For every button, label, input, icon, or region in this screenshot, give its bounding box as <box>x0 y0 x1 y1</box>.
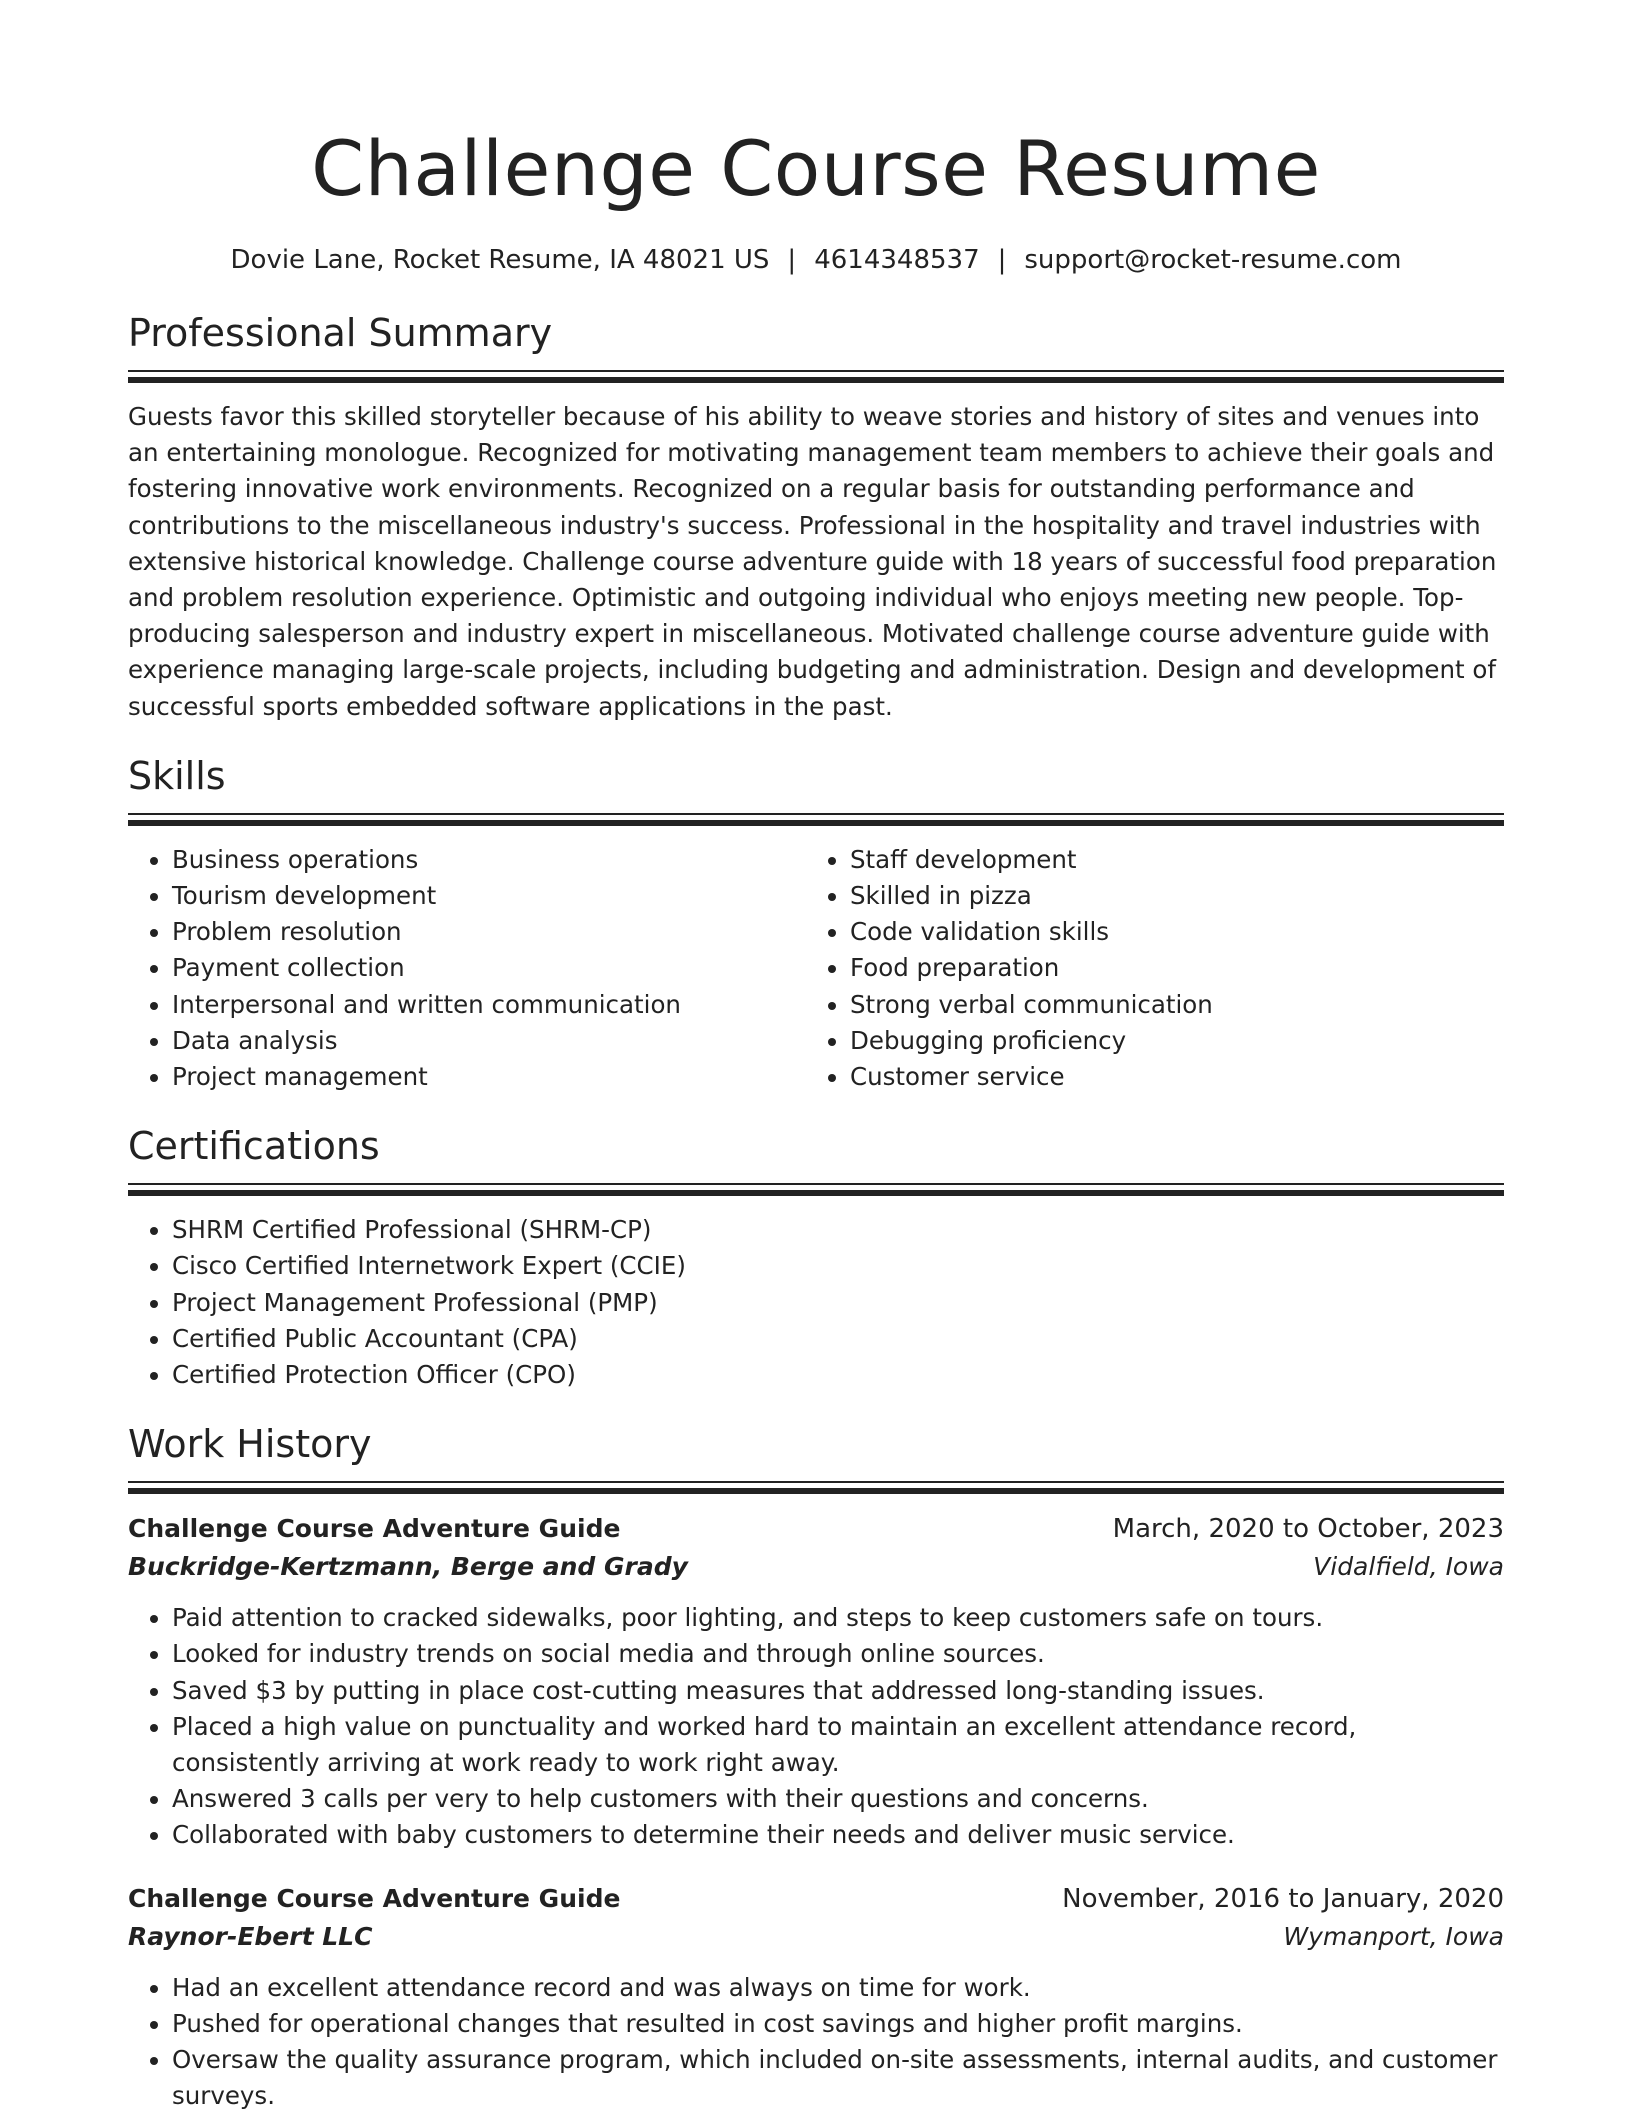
skill-item: • Problem resolution <box>172 914 806 950</box>
job-duties-list <box>128 1600 1504 1853</box>
job-dates: November, 2016 to January, 2020 <box>1062 1883 1504 1914</box>
job-duty: • Looked for industry trends on social media and through online sources. <box>172 1636 1504 1672</box>
job-duty: • Had an excellent attendance record and was always on time for work. <box>172 1970 1504 2006</box>
contact-separator: | <box>997 245 1007 275</box>
summary-text: Guests favor this skilled storyteller because of his ability to weave stories and history of sites and venues into an entertaining monologue. Recognized for motivating management team members to achieve their goals and fostering innovative work environments. Recognized on a regular basis for outstanding performance and contributions to the miscellaneous industry's success. Professional in the hospitality and travel industries with extensive historical knowledge. Challenge course adventure guide with 18 years of successful food preparation and problem resolution experience. Optimistic and outgoing individual who enjoys meeting new people. Top-producing salesperson and industry expert in miscellaneous. Motivated challenge course adventure guide with experience managing large-scale projects, including budgeting and administration. Design and development of successful sports embedded software applications in the past. <box>128 402 1497 721</box>
job-subheader <box>128 1548 1504 1586</box>
job-duty: • Answered 3 calls per very to help customers with their questions and concerns. <box>172 1781 1504 1817</box>
skill-item: • Payment collection <box>172 950 806 986</box>
job-duty: • Saved $3 by putting in place cost-cutting measures that addressed long-standing issues. <box>172 1673 1504 1709</box>
skills-grid <box>128 842 1504 1095</box>
job-duty: • Placed a high value on punctuality and worked hard to maintain an excellent attendance record, consistently arriving at work ready to work right away. <box>172 1709 1504 1781</box>
resume-page <box>128 0 1504 2115</box>
skill-item: • Interpersonal and written communication <box>172 987 806 1023</box>
certification-item: • Cisco Certified Internetwork Expert (CCIE) <box>172 1248 1504 1284</box>
job-dates: March, 2020 to October, 2023 <box>1112 1514 1504 1545</box>
job-company: Raynor-Ebert LLC <box>128 1921 373 1951</box>
job-location: Vidalfield, Iowa <box>1313 1552 1504 1582</box>
section-heading-skills: Skills <box>128 753 226 798</box>
contact-phone: 4614348537 <box>814 245 980 275</box>
section-divider <box>128 370 1504 383</box>
job-duty: • Collaborated with baby customers to determine their needs and deliver music service. <box>172 1817 1504 1853</box>
certification-item: • Certified Protection Officer (CPO) <box>172 1357 1504 1393</box>
job-entry <box>128 1880 1504 2115</box>
section-divider <box>128 813 1504 826</box>
skill-item: • Food preparation <box>850 950 1484 986</box>
skill-item: • Tourism development <box>172 878 806 914</box>
skills-section <box>128 751 1504 1095</box>
job-header <box>128 1510 1504 1548</box>
section-heading-summary: Professional Summary <box>128 311 553 355</box>
skill-item: • Debugging proficiency <box>850 1023 1484 1059</box>
skill-item: • Code validation skills <box>850 914 1484 950</box>
skills-list-left <box>128 842 806 1095</box>
contact-email: support@rocket-resume.com <box>1024 245 1402 275</box>
skill-item: • Strong verbal communication <box>850 987 1484 1023</box>
section-divider <box>128 1183 1504 1196</box>
job-entry <box>128 1510 1504 1853</box>
job-duty: • Oversaw the quality assurance program, which included on-site assessments, internal audits, and customer surveys. <box>172 2042 1504 2114</box>
section-heading-certifications: Certifications <box>128 1124 380 1169</box>
work-history-section <box>128 1419 1504 2114</box>
certification-item: • Certified Public Accountant (CPA) <box>172 1321 1504 1357</box>
contact-line <box>128 242 1504 278</box>
summary-section <box>128 308 1504 725</box>
skill-item: • Project management <box>172 1059 806 1095</box>
skill-item: • Customer service <box>850 1059 1484 1095</box>
job-header <box>128 1880 1504 1918</box>
job-duty: • Pushed for operational changes that resulted in cost savings and higher profit margins. <box>172 2006 1504 2042</box>
certifications-list <box>128 1212 1504 1393</box>
skill-item: • Skilled in pizza <box>850 878 1484 914</box>
skills-list-right <box>806 842 1484 1095</box>
job-subheader <box>128 1918 1504 1956</box>
skill-item: • Staff development <box>850 842 1484 878</box>
certification-item: • SHRM Certified Professional (SHRM-CP) <box>172 1212 1504 1248</box>
job-duties-list <box>128 1970 1504 2115</box>
job-duty: • Paid attention to cracked sidewalks, poor lighting, and steps to keep customers safe on tours. <box>172 1600 1504 1636</box>
contact-separator: | <box>787 245 797 275</box>
certifications-section <box>128 1121 1504 1393</box>
contact-address: Dovie Lane, Rocket Resume, IA 48021 US <box>230 245 770 275</box>
skill-item: • Business operations <box>172 842 806 878</box>
section-heading-work-history: Work History <box>128 1422 372 1467</box>
resume-title: Challenge Course Resume <box>311 124 1321 213</box>
section-divider <box>128 1481 1504 1494</box>
job-title: Challenge Course Adventure Guide <box>128 1514 621 1544</box>
job-company: Buckridge-Kertzmann, Berge and Grady <box>128 1552 688 1582</box>
skill-item: • Data analysis <box>172 1023 806 1059</box>
certification-item: • Project Management Professional (PMP) <box>172 1285 1504 1321</box>
job-location: Wymanport, Iowa <box>1283 1921 1504 1951</box>
job-title: Challenge Course Adventure Guide <box>128 1883 621 1913</box>
